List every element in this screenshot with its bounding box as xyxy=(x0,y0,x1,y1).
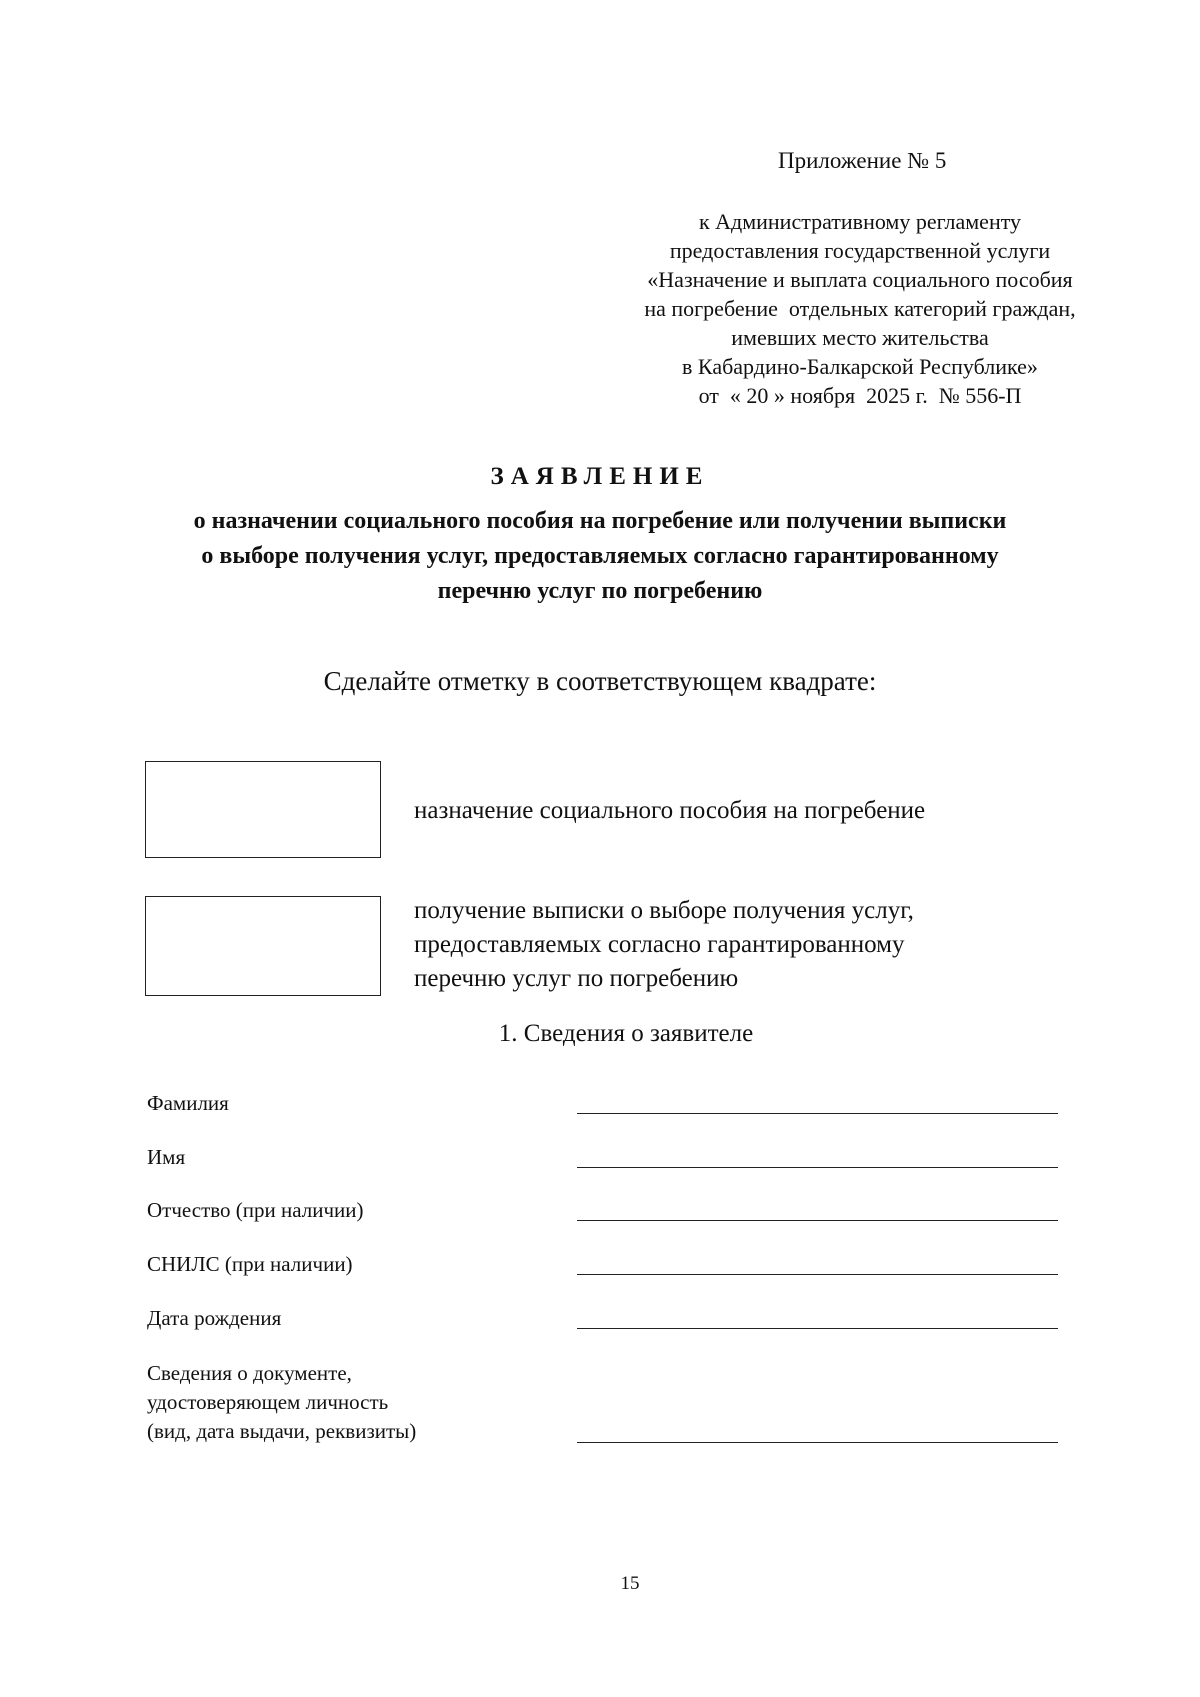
option-label-line: перечню услуг по погребению xyxy=(414,965,739,992)
identity-document-input-line[interactable] xyxy=(577,1442,1058,1443)
snils-input-line[interactable] xyxy=(577,1274,1058,1275)
appendix-line: в Кабардино-Балкарской Республике» xyxy=(682,354,1038,379)
option-label-burial-benefit xyxy=(414,794,925,828)
field-label-line: СНИЛС (при наличии) xyxy=(147,1252,353,1276)
option-label-line: получение выписки о выборе получения услуг, xyxy=(414,897,914,924)
appendix-line: к Административному регламенту xyxy=(698,209,1022,234)
name-input-line[interactable] xyxy=(577,1167,1058,1168)
appendix-line: на погребение отдельных категорий граждан, xyxy=(644,296,1076,321)
field-label-birth-date xyxy=(147,1304,281,1333)
appendix-line: «Назначение и выплата социального пособия xyxy=(647,267,1073,292)
appendix-reference xyxy=(600,207,1120,410)
subtitle-line: перечню услуг по погребению xyxy=(437,578,763,604)
field-label-patronymic xyxy=(147,1196,363,1225)
subtitle-line: о выборе получения услуг, предоставляемых согласно гарантированному xyxy=(201,543,999,569)
field-label-line: Отчество (при наличии) xyxy=(147,1198,364,1222)
document-title: ЗАЯВЛЕНИЕ xyxy=(490,463,710,490)
field-label-line: (вид, дата выдачи, реквизиты) xyxy=(147,1419,417,1443)
appendix-line: от « 20 » ноября 2025 г. № 556-П xyxy=(698,383,1022,408)
subtitle-line: о назначении социального пособия на погребение или получении выписки xyxy=(193,508,1007,534)
option-checkbox-burial-benefit[interactable] xyxy=(145,761,381,858)
field-label-snils xyxy=(147,1250,353,1279)
document-subtitle xyxy=(100,504,1100,609)
option-label-services-extract xyxy=(414,894,914,996)
page-number: 15 xyxy=(620,1573,640,1594)
option-label-line: назначение социального пособия на погребение xyxy=(414,797,926,824)
appendix-number: Приложение № 5 xyxy=(778,148,947,173)
field-label-line: Имя xyxy=(147,1145,186,1169)
option-checkbox-services-extract[interactable] xyxy=(145,896,381,996)
field-label-line: Фамилия xyxy=(147,1091,229,1115)
field-label-surname xyxy=(147,1089,229,1118)
field-label-line: удостоверяющем личность xyxy=(147,1390,389,1414)
birth-date-input-line[interactable] xyxy=(577,1328,1058,1329)
patronymic-input-line[interactable] xyxy=(577,1220,1058,1221)
field-label-name xyxy=(147,1143,185,1172)
surname-input-line[interactable] xyxy=(577,1113,1058,1114)
appendix-line: имевших место жительства xyxy=(731,325,989,350)
instruction-text: Сделайте отметку в соответствующем квадрате: xyxy=(323,666,877,696)
field-label-line: Сведения о документе, xyxy=(147,1361,352,1385)
field-label-identity-document xyxy=(147,1359,416,1446)
appendix-line: предоставления государственной услуги xyxy=(669,238,1051,263)
option-label-line: предоставляемых согласно гарантированному xyxy=(414,931,905,958)
field-label-line: Дата рождения xyxy=(147,1306,282,1330)
section-heading-applicant: 1. Сведения о заявителе xyxy=(498,1020,754,1047)
